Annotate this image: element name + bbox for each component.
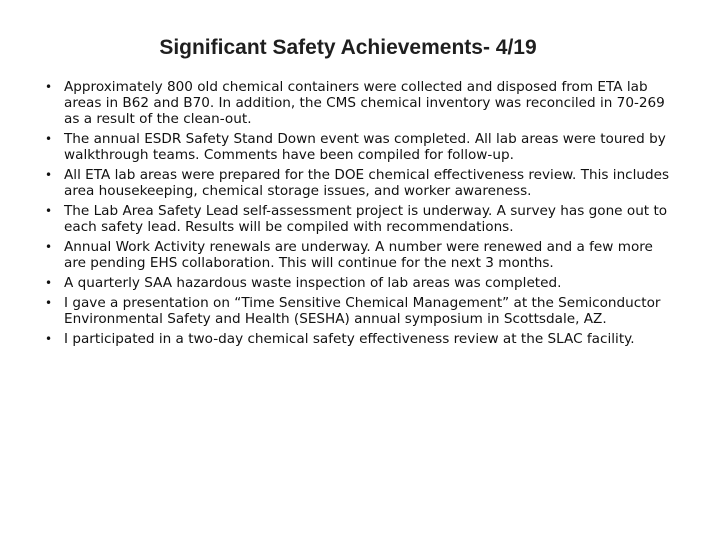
bullet-icon: • [45, 168, 53, 182]
list-item [45, 275, 675, 291]
list-item [45, 79, 675, 127]
bullet-icon: • [45, 204, 53, 218]
bullet-icon: • [45, 132, 53, 146]
list-item-text: Annual Work Activity renewals are underway. A number were renewed and a few more are pending EHS collaboration. This will continue for the next 3 months. [64, 239, 653, 271]
list-item [45, 295, 675, 327]
bullet-list [45, 79, 675, 351]
list-item-text: The annual ESDR Safety Stand Down event was completed. All lab areas were toured by walkthrough teams. Comments have been compiled for follow-up. [64, 131, 666, 163]
list-item-text: Approximately 800 old chemical containers were collected and disposed from ETA lab areas in B62 and B70. In addition, the CMS chemical inventory was reconciled in 70-269 as a result of the clean-out. [64, 79, 665, 127]
bullet-icon: • [45, 296, 53, 310]
list-item [45, 167, 675, 199]
bullet-icon: • [45, 332, 53, 346]
list-item-text: All ETA lab areas were prepared for the DOE chemical effectiveness review. This includes area housekeeping, chemical storage issues, and worker awareness. [64, 167, 670, 199]
list-item [45, 131, 675, 163]
list-item [45, 331, 675, 347]
slide-title: Significant Safety Achievements- 4/19 [159, 36, 537, 59]
list-item-text: I gave a presentation on “Time Sensitive Chemical Management” at the Semiconductor Environmental Safety and Health (SESHA) annual symposium in Scottsdale, AZ. [64, 295, 661, 327]
bullet-icon: • [45, 80, 53, 94]
bullet-icon: • [45, 276, 53, 290]
list-item-text: A quarterly SAA hazardous waste inspection of lab areas was completed. [64, 275, 562, 291]
list-item-text: The Lab Area Safety Lead self-assessment project is underway. A survey has gone out to each safety lead. Results will be compiled with recommendations. [64, 203, 668, 235]
bullet-icon: • [45, 240, 53, 254]
list-item [45, 239, 675, 271]
list-item-text: I participated in a two-day chemical safety effectiveness review at the SLAC facility. [64, 331, 635, 347]
list-item [45, 203, 675, 235]
